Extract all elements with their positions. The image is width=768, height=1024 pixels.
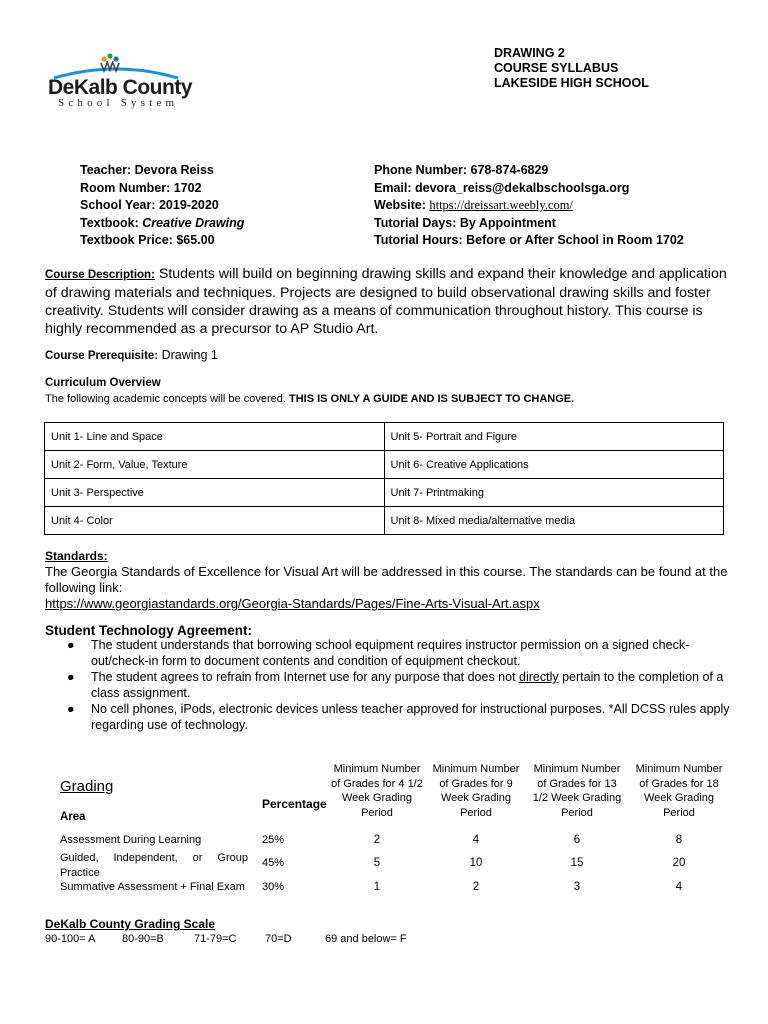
standards-link[interactable]: https://www.georgiastandards.org/Georgia-Standards/Pages/Fine-Arts-Visual-Art.aspx bbox=[45, 596, 540, 611]
email: Email: devora_reiss@dekalbschoolsga.org bbox=[374, 180, 630, 195]
document-header bbox=[494, 46, 649, 91]
list-item-text: The student agrees to refrain from Internet use for any purpose that does not bbox=[91, 670, 520, 684]
table-row bbox=[45, 451, 724, 479]
unit-cell: Unit 1- Line and Space bbox=[45, 423, 385, 451]
textbook-price: Textbook Price: $65.00 bbox=[80, 233, 215, 247]
course-description-text: Students will build on beginning drawing skills and expand their knowledge and application of drawing materials and techniques. Projects are designed to build observational drawing skills and foster creativity. Students will consider drawing as a means of communication throughout history. This course is highly recommended as a precursor to AP Studio Art. bbox=[45, 266, 727, 337]
list-item bbox=[45, 702, 735, 733]
grade-count: 1 bbox=[373, 881, 381, 893]
standards-section bbox=[45, 548, 735, 612]
unit-cell: Unit 5- Portrait and Figure bbox=[384, 423, 724, 451]
grade-count: 4 bbox=[472, 834, 480, 846]
grade-count: 4 bbox=[675, 881, 683, 893]
column-header: Minimum Number of Grades for 18 Week Grading Period bbox=[635, 763, 723, 819]
tutorial-days: Tutorial Days: By Appointment bbox=[374, 215, 556, 230]
grading-title: Grading bbox=[60, 778, 114, 795]
grading-percentage: 45% bbox=[262, 857, 285, 869]
grading-percentage: 30% bbox=[262, 881, 285, 893]
column-header: Minimum Number of Grades for 4 1/2 Week Grading Period bbox=[331, 763, 423, 819]
grade-count: 3 bbox=[573, 881, 581, 893]
unit-cell: Unit 7- Printmaking bbox=[384, 479, 724, 507]
list-item-emphasis: directly bbox=[519, 670, 559, 684]
curriculum-title: Curriculum Overview bbox=[45, 377, 161, 389]
curriculum-note-warning: THIS IS ONLY A GUIDE AND IS SUBJECT TO CHANGE. bbox=[288, 393, 575, 405]
grading-scale bbox=[45, 933, 407, 945]
technology-agreement bbox=[45, 623, 735, 734]
table-row bbox=[45, 423, 724, 451]
column-header: Minimum Number of Grades for 9 Week Grading Period bbox=[432, 763, 520, 819]
grade-count: 2 bbox=[373, 834, 381, 846]
table-row bbox=[45, 479, 724, 507]
grade-count: 6 bbox=[573, 834, 581, 846]
table-row bbox=[45, 507, 724, 535]
logo-text: DeKalb County bbox=[48, 76, 193, 99]
list-item-text: No cell phones, iPods, electronic devices unless teacher approved for instructional purposes. *All DCSS rules apply regarding use of technology. bbox=[91, 702, 730, 732]
grade-count: 8 bbox=[675, 834, 683, 846]
grading-area: Guided, Independent, or Group Practice bbox=[60, 852, 248, 879]
technology-title: Student Technology Agreement: bbox=[45, 623, 253, 638]
scale-item: 70=D bbox=[265, 933, 292, 945]
scale-item: 90-100= A bbox=[45, 933, 96, 945]
prerequisite-value: Drawing 1 bbox=[158, 348, 218, 362]
grade-count: 5 bbox=[373, 857, 381, 869]
course-prerequisite bbox=[45, 348, 218, 362]
unit-cell: Unit 6- Creative Applications bbox=[384, 451, 724, 479]
teacher-info bbox=[80, 162, 244, 250]
column-header: Minimum Number of Grades for 13 1/2 Week Grading Period bbox=[532, 763, 622, 819]
grading-scale-title: DeKalb County Grading Scale bbox=[45, 917, 216, 931]
scale-item: 69 and below= F bbox=[325, 933, 407, 945]
room-number: Room Number: 1702 bbox=[80, 180, 202, 195]
list-item-text-end: pertain to the completion of a class assignment. bbox=[91, 670, 724, 700]
website-label: Website: bbox=[374, 198, 430, 212]
website bbox=[374, 197, 684, 215]
logo-subtext: School System bbox=[58, 97, 179, 109]
textbook bbox=[80, 215, 244, 233]
scale-item: 71-79=C bbox=[194, 933, 237, 945]
bullet-icon: ● bbox=[67, 702, 75, 716]
document-type: COURSE SYLLABUS bbox=[494, 61, 619, 75]
website-link[interactable]: https://dreissart.weebly.com/ bbox=[429, 198, 573, 212]
grade-count: 2 bbox=[472, 881, 480, 893]
bullet-icon: ● bbox=[67, 638, 75, 652]
scale-item: 80-90=B bbox=[122, 933, 164, 945]
unit-cell: Unit 3- Perspective bbox=[45, 479, 385, 507]
grading-area: Assessment During Learning bbox=[60, 834, 202, 846]
list-item bbox=[45, 638, 735, 669]
textbook-label: Textbook: bbox=[80, 215, 143, 230]
standards-title: Standards: bbox=[45, 549, 108, 563]
contact-info bbox=[374, 162, 684, 250]
course-title: DRAWING 2 bbox=[494, 46, 565, 60]
course-description-label: Course Description: bbox=[45, 269, 155, 281]
grading-area: Summative Assessment + Final Exam bbox=[60, 881, 245, 893]
grading-percentage: 25% bbox=[262, 834, 285, 846]
curriculum-note bbox=[45, 393, 574, 405]
area-header: Area bbox=[60, 811, 86, 823]
unit-cell: Unit 2- Form, Value, Texture bbox=[45, 451, 385, 479]
grade-count: 20 bbox=[672, 857, 686, 869]
units-table bbox=[44, 422, 724, 535]
grade-count: 15 bbox=[570, 857, 584, 869]
course-description bbox=[45, 265, 735, 338]
school-year: School Year: 2019-2020 bbox=[80, 198, 219, 212]
curriculum-note-text: The following academic concepts will be covered. bbox=[45, 393, 289, 405]
grade-count: 10 bbox=[469, 857, 483, 869]
phone-number: Phone Number: 678-874-6829 bbox=[374, 163, 549, 177]
school-name: LAKESIDE HIGH SCHOOL bbox=[494, 76, 649, 90]
tutorial-hours: Tutorial Hours: Before or After School in Room 1702 bbox=[374, 233, 684, 247]
list-item bbox=[45, 670, 735, 701]
district-logo bbox=[46, 48, 193, 112]
list-item-text: The student understands that borrowing school equipment requires instructor permission on a signed check-out/check-in form to document contents and condition of equipment checkout. bbox=[91, 638, 690, 668]
percentage-header: Percentage bbox=[262, 797, 327, 811]
standards-text: The Georgia Standards of Excellence for Visual Art will be addressed in this course. The standards can be found at the following link: bbox=[45, 564, 728, 595]
unit-cell: Unit 4- Color bbox=[45, 507, 385, 535]
teacher-name: Teacher: Devora Reiss bbox=[80, 163, 214, 177]
textbook-title: Creative Drawing bbox=[142, 215, 245, 230]
unit-cell: Unit 8- Mixed media/alternative media bbox=[384, 507, 724, 535]
technology-list bbox=[45, 638, 735, 733]
prerequisite-label: Course Prerequisite: bbox=[45, 350, 159, 362]
bullet-icon: ● bbox=[67, 670, 75, 684]
